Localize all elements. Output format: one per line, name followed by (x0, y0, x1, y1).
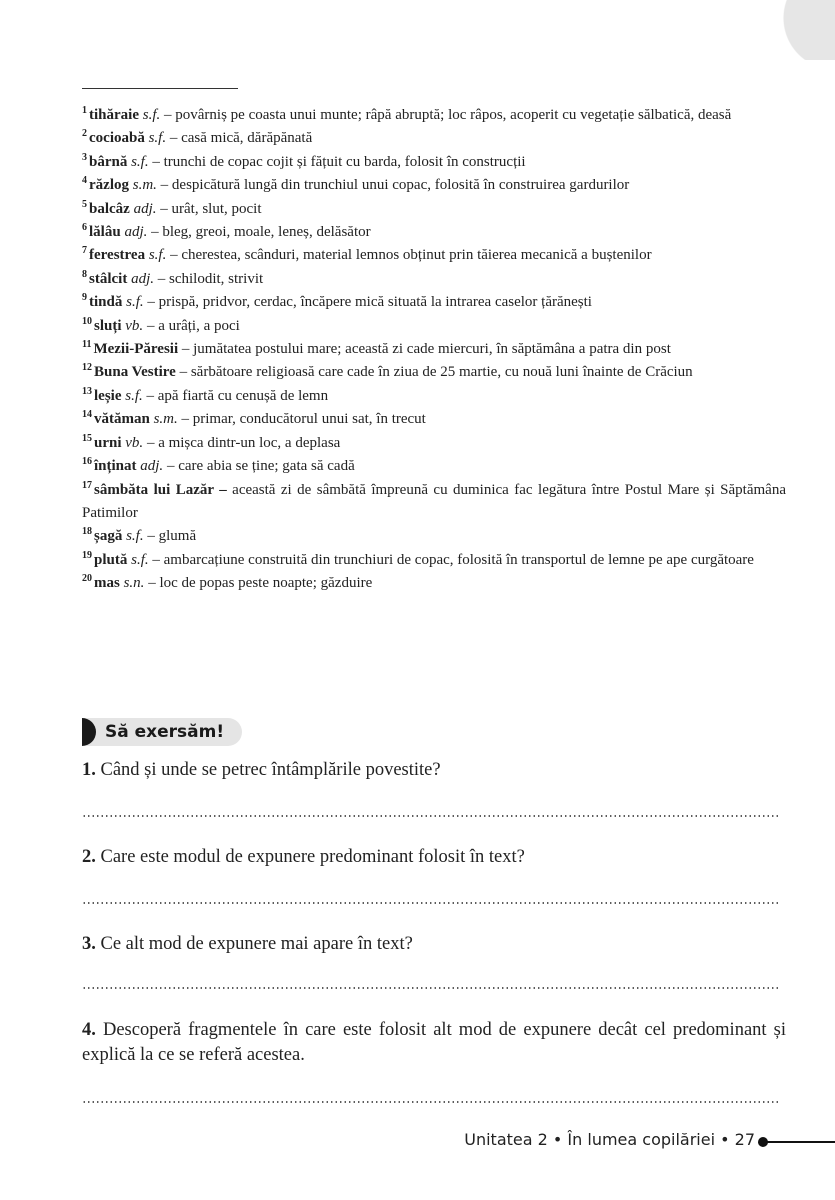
footnote-number: 4 (82, 175, 87, 187)
footnote-term: ferestrea (89, 247, 146, 264)
footnote-term: șagă (94, 528, 123, 545)
footnote (82, 385, 786, 408)
footnote-part-of-speech: s.f. (125, 387, 143, 404)
footer-unit-title: Unitatea 2 • În lumea copilăriei • (464, 1130, 730, 1149)
footnote-definition: – care abia se ține; gata să cadă (163, 458, 355, 475)
footnote-part-of-speech: s.f. (126, 294, 144, 311)
footnote-part-of-speech: vb. (125, 434, 144, 451)
footnote-definition: – cherestea, scânduri, material lemnos obținut prin tăierea mecanică a buștenilor (166, 247, 652, 264)
footnote (82, 525, 786, 548)
footnote-number: 15 (82, 432, 92, 444)
question-number: 3. (82, 934, 96, 954)
question-2 (82, 845, 786, 870)
footnote-term: stâlcit (89, 270, 128, 287)
footnote-term: cocioabă (89, 130, 145, 147)
badge-marker-icon (82, 718, 96, 746)
footnote-part-of-speech: s.f. (142, 107, 161, 123)
page-number: 27 (734, 1130, 755, 1149)
footnote-number: 7 (82, 245, 87, 257)
footnote-definition: – urât, slut, pocit (156, 200, 262, 217)
footnote-definition: – a mișca dintr-un loc, a deplasa (143, 434, 341, 451)
footnote (82, 315, 786, 338)
footnote-definition: – schilodit, strivit (154, 270, 264, 287)
footnote (82, 455, 786, 478)
footnote (82, 104, 786, 127)
footnote-definition: – glumă (143, 528, 197, 545)
footnote (82, 127, 786, 150)
footnote-part-of-speech: adj. (133, 200, 157, 217)
footnote-number: 2 (82, 128, 87, 140)
footer-dot-line-icon (758, 1137, 835, 1147)
footnote (82, 432, 786, 455)
footnote-part-of-speech: adj. (124, 224, 148, 241)
footnote-definition: – jumătatea postului mare; această zi cade miercuri, în săptămâna a patra din post (178, 341, 671, 358)
footnote-number: 17 (82, 479, 92, 491)
footnote-number: 14 (82, 409, 92, 421)
footnote-number: 1 (82, 105, 87, 116)
footnote-definition: – sărbătoare religioasă care cade în ziua de 25 martie, cu nouă luni înainte de Crăciun (175, 364, 693, 381)
footnote-part-of-speech: s.f. (131, 153, 149, 170)
footnote-number: 16 (82, 456, 92, 468)
footnote-term: vătăman (94, 411, 150, 428)
footnote-definition: – casă mică, dărăpănată (166, 130, 313, 147)
footnote-number: 8 (82, 268, 87, 280)
footnote-definition: – primar, conducătorul unui sat, în trecut (177, 411, 426, 428)
corner-tab-decoration (780, 0, 835, 60)
footnote-definition: – povârniș pe coasta unui munte; râpă abruptă; loc râpos, acoperit cu vegetație sălbatică, deasă (160, 107, 732, 123)
footnote-definition: – prispă, pridvor, cerdac, încăpere mică situată la intrarea caselor țărănești (143, 294, 592, 311)
footnote-term: Mezii-Păresii (93, 341, 179, 358)
footnote-number: 12 (82, 362, 92, 374)
footnote-number: 19 (82, 549, 92, 561)
answer-line-1[interactable] (82, 815, 778, 817)
footnote-term: Buna Vestire (94, 364, 176, 381)
footnote-term: lălâu (89, 224, 121, 241)
footnote (82, 549, 786, 572)
footnote-term: bârnă (89, 153, 128, 170)
footnote-definition: – apă fiartă cu cenușă de lemn (142, 387, 329, 404)
question-number: 2. (82, 847, 96, 867)
footnote-term: tihăraie (89, 107, 139, 123)
section-title: Să exersăm! (105, 722, 225, 742)
answer-line-2[interactable] (82, 902, 778, 904)
footnote (82, 151, 786, 174)
footnote-term: răzlog (89, 177, 129, 194)
footnote (82, 268, 786, 291)
footnote (82, 572, 786, 595)
footnote-definition: – despicătură lungă din trunchiul unui copac, folosită în construirea gardurilor (156, 177, 630, 194)
question-text: Ce alt mod de expunere mai apare în text? (95, 934, 413, 954)
footnote-term: urni (94, 434, 122, 451)
question-number: 1. (82, 760, 96, 780)
footnote (82, 361, 786, 384)
footnote-definition: – ambarcațiune construită din trunchiuri de copac, folosită în transportul de lemne pe ape curgătoare (148, 551, 754, 568)
footnote-part-of-speech: adj. (140, 458, 164, 475)
footnote-part-of-speech: s.f. (126, 528, 144, 545)
footnote (82, 198, 786, 221)
footnote-number: 9 (82, 292, 87, 304)
footnote-part-of-speech: s.f. (148, 130, 167, 147)
question-4 (82, 1018, 786, 1068)
footnote-number: 11 (82, 339, 92, 351)
footnote-term: leșie (94, 387, 122, 404)
section-badge (82, 718, 242, 746)
answer-line-3[interactable] (82, 987, 778, 989)
footnote (82, 291, 786, 314)
footnotes (82, 104, 786, 596)
footnote-term: plută (94, 551, 128, 568)
footnote (82, 408, 786, 431)
footnote (82, 221, 786, 244)
question-text: Descoperă fragmentele în care este folosit alt mod de expunere decât cel predominant și explică la ce se referă acestea. (82, 1020, 786, 1065)
footnote-term: sâmbăta lui Lazăr – (94, 481, 227, 498)
footnote-term: mas (94, 575, 120, 592)
footnote-number: 10 (82, 315, 92, 327)
footnote-part-of-speech: vb. (125, 317, 144, 334)
footnote-term: sluți (94, 317, 122, 334)
footnote-term: înținat (94, 458, 137, 475)
footnote-number: 6 (82, 222, 87, 234)
footnote-number: 18 (82, 526, 92, 538)
page-footer (464, 1130, 755, 1149)
footnote-number: 5 (82, 198, 87, 210)
footnote-number: 3 (82, 151, 87, 163)
footnote-definition: – trunchi de copac cojit și fățuit cu barda, folosit în construcții (148, 153, 526, 170)
question-3 (82, 932, 786, 957)
footnote-term: tindă (89, 294, 123, 311)
answer-line-4[interactable] (82, 1101, 778, 1103)
footnote-part-of-speech: s.f. (131, 551, 149, 568)
footnote-term: balcâz (89, 200, 130, 217)
footnote-part-of-speech: s.m. (132, 177, 157, 194)
footnote-number: 13 (82, 385, 92, 397)
footnote (82, 174, 786, 197)
footnote-definition: această zi de sâmbătă împreună cu duminica fac legătura între Postul Mare și Săptămâna Patimilor (82, 481, 786, 521)
footnote-number: 20 (82, 573, 92, 585)
footnote (82, 479, 786, 526)
footnote-part-of-speech: s.f. (148, 247, 167, 264)
footnote-part-of-speech: s.m. (153, 411, 178, 428)
question-1 (82, 758, 786, 783)
footnote-definition: – a urâți, a poci (143, 317, 240, 334)
footnote-definition: – bleg, greoi, moale, leneș, delăsător (147, 224, 371, 241)
footnote-definition: – loc de popas peste noapte; găzduire (144, 575, 373, 592)
question-number: 4. (82, 1020, 96, 1040)
question-text: Care este modul de expunere predominant folosit în text? (95, 847, 525, 867)
question-text: Când și unde se petrec întâmplările povestite? (95, 760, 441, 780)
footnote (82, 338, 786, 361)
footnote-part-of-speech: adj. (131, 270, 154, 287)
footnote-part-of-speech: s.n. (123, 575, 145, 592)
footnote-separator (82, 88, 238, 89)
footnote (82, 244, 786, 267)
